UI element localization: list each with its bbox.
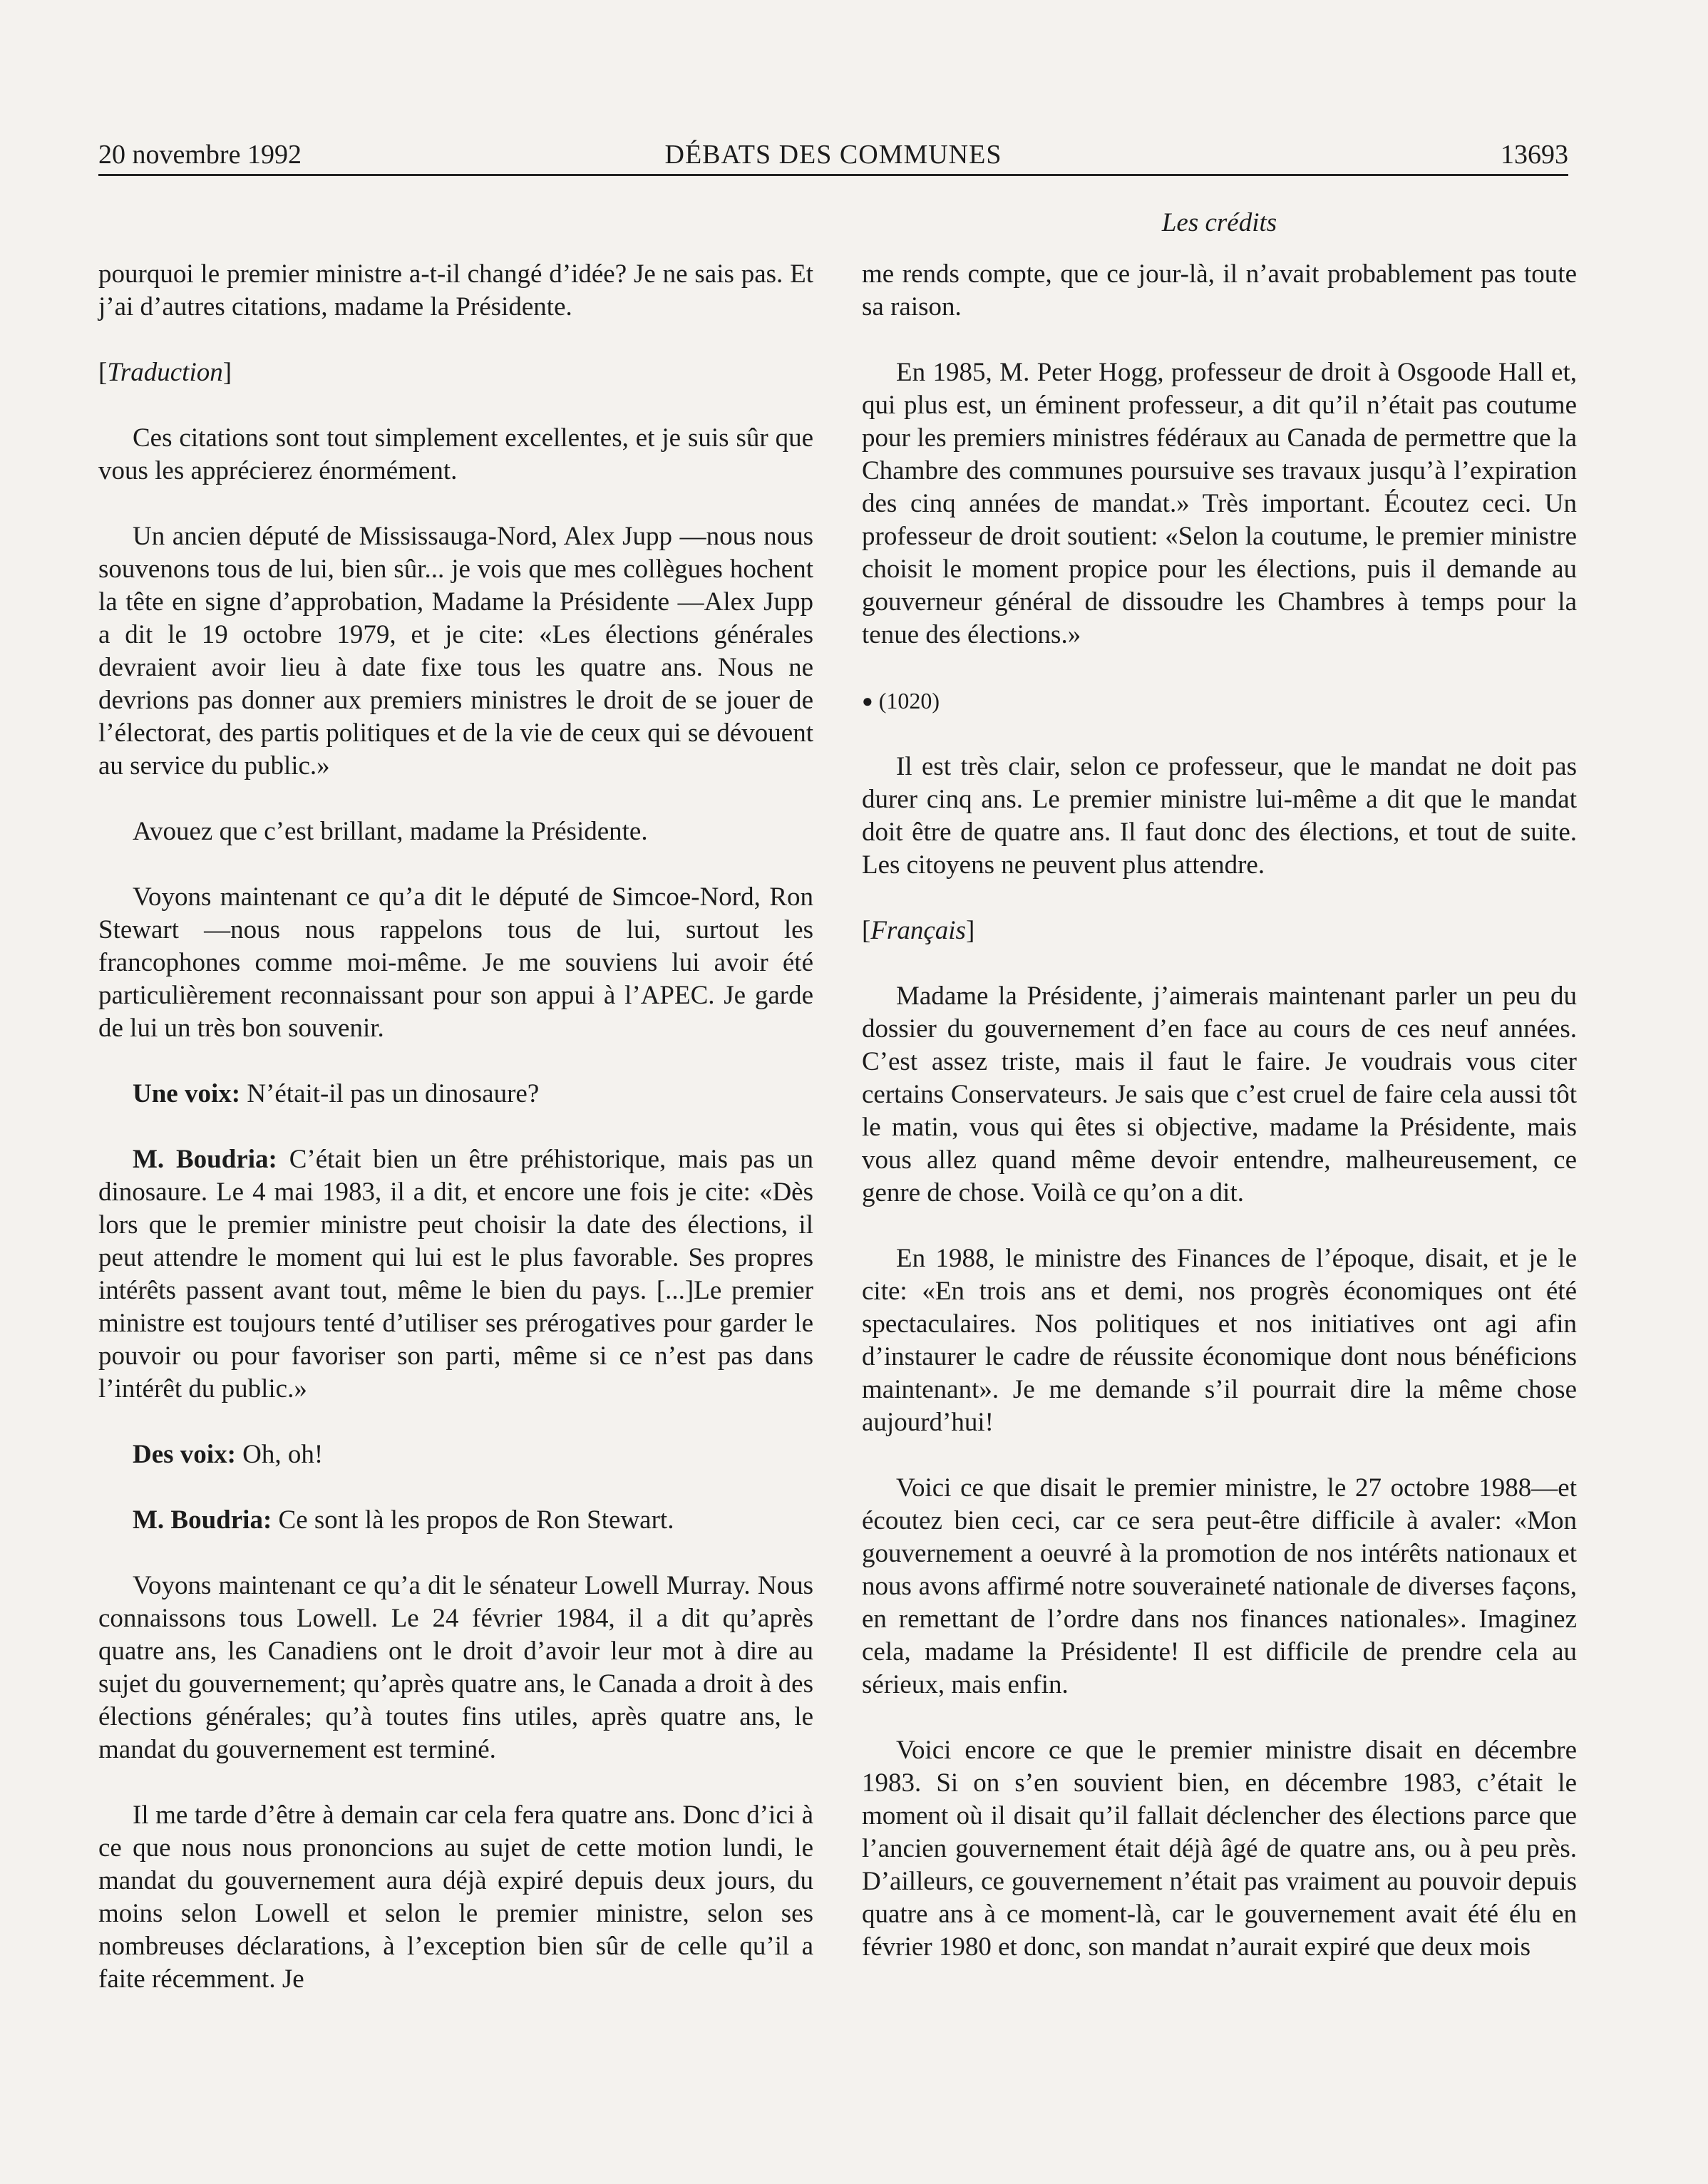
- language-tag-text: Français: [870, 916, 966, 945]
- speaker-name: M. Boudria:: [133, 1145, 277, 1174]
- paragraph: Voici ce que disait le premier ministre, le 27 octobre 1988—et écoutez bien ceci, car ce sera peut-être difficile à avaler: «Mon gouvernement a oeuvré à la promotion de nos intérêts nationaux et nous avons affirmé notre souveraineté nationale de diverses façons, en remettant de l’ordre dans nos finances nationales». Imaginez cela, madame la Présidente! Il est difficile de prendre cela au sérieux, mais enfin.: [862, 1473, 1577, 1699]
- paragraph: Ces citations sont tout simplement excellentes, et je suis sûr que vous les apprécierez énormément.: [98, 423, 813, 485]
- page-header: [98, 134, 1568, 176]
- paragraph: En 1988, le ministre des Finances de l’époque, disait, et je le cite: «En trois ans et demi, nos progrès économiques ont été spectaculaires. Nos politiques et nos initiatives ont agi afin d’instaurer le cadre de réussite économique dont nous bénéficions maintenant». Je me demande s’il pourrait dire la même chose aujourd’hui!: [862, 1244, 1577, 1437]
- paragraph: Voyons maintenant ce qu’a dit le sénateur Lowell Murray. Nous connaissons tous Lowell. Le 24 février 1984, il a dit qu’après quatre ans, les Canadiens ont le droit d’avoir leur mot à dire au sujet du gouvernement; qu’après quatre ans, le Canada a droit à des élections générales; qu’à toutes fins utiles, après quatre ans, le mandat du gouvernement est terminé.: [98, 1571, 813, 1764]
- language-tag: [Français]: [862, 916, 975, 945]
- speech: [98, 1438, 813, 1471]
- time-marker: [862, 684, 1577, 718]
- paragraph: Voyons maintenant ce qu’a dit le député de Simcoe-Nord, Ron Stewart —nous nous rappelons tous de lui, surtout les francophones comme moi-même. Je me souviens lui avoir été particulièrement reconnaissant pour son appui à l’APEC. Je garde de lui un très bon souvenir.: [98, 882, 813, 1043]
- speech: [98, 1143, 813, 1406]
- speech-text: Oh, oh!: [235, 1440, 324, 1469]
- header-date: 20 novembre 1992: [98, 140, 302, 170]
- paragraph: me rends compte, que ce jour-là, il n’avait probablement pas toute sa raison.: [862, 259, 1577, 321]
- paragraph: pourquoi le premier ministre a-t-il changé d’idée? Je ne sais pas. Et j’ai d’autres citations, madame la Présidente.: [98, 259, 813, 321]
- paragraph: Il est très clair, selon ce professeur, que le mandat ne doit pas durer cinq ans. Le premier ministre lui-même a dit que le mandat doit être de quatre ans. Il faut donc des élections, et tout de suite. Les citoyens ne peuvent plus attendre.: [862, 752, 1577, 880]
- time-marker-text: (1020): [878, 688, 940, 714]
- left-column: [98, 258, 813, 2029]
- right-column: [862, 258, 1577, 1997]
- paragraph: Avouez que c’est brillant, madame la Présidente.: [133, 817, 648, 846]
- paragraph: Il me tarde d’être à demain car cela fera quatre ans. Donc d’ici à ce que nous nous prononcions au sujet de cette motion lundi, le mandat du gouvernement aura déjà expiré depuis deux jours, du moins selon Lowell et selon le premier ministre, selon ses nombreuses déclarations, à l’exception bien sûr de celle qu’il a faite récemment. Je: [98, 1801, 813, 1994]
- paragraph: Un ancien député de Mississauga-Nord, Alex Jupp —nous nous souvenons tous de lui, bien sûr... je vois que mes collègues hochent la tête en signe d’approbation, Madame la Présidente —Alex Jupp a dit le 19 octobre 1979, et je cite: «Les élections générales devraient avoir lieu à date fixe tous les quatre ans. Nous ne devrions pas donner aux premiers ministres le droit de se jouer de l’électorat, des partis politiques et de la vie de ceux qui se dévouent au service du public.»: [98, 522, 813, 781]
- paragraph: Madame la Présidente, j’aimerais maintenant parler un peu du dossier du gouvernement d’en face au cours de ces neuf années. C’est assez triste, mais il faut le faire. Je voudrais vous citer certains Conservateurs. Je sais que c’est cruel de faire cela aussi tôt le matin, vous qui êtes si objective, madame la Présidente, mais vous allez quand même devoir entendre, malheureusement, ce genre de chose. Voilà ce qu’on a dit.: [862, 982, 1577, 1207]
- paragraph: Voici encore ce que le premier ministre disait en décembre 1983. Si on s’en souvient bien, en décembre 1983, c’était le moment où il disait qu’il fallait déclencher des élections parce que l’ancien gouvernement était déjà âgé de quatre ans, ou à peu près. D’ailleurs, ce gouvernement n’était pas vraiment au pouvoir depuis quatre ans à ce moment-là, car le gouvernement avait été élu en février 1980 et donc, son mandat n’aurait expiré que deux mois: [862, 1736, 1577, 1962]
- bullet-icon: ●: [862, 691, 873, 711]
- language-tag-text: Traduction: [107, 358, 223, 387]
- speaker-name: M. Boudria:: [133, 1505, 272, 1535]
- section-rubric: Les crédits: [1161, 208, 1277, 237]
- speech-text: Ce sont là les propos de Ron Stewart.: [272, 1505, 674, 1535]
- speech: [98, 1078, 813, 1111]
- speech-text: C’était bien un être préhistorique, mais pas un dinosaure. Le 4 mai 1983, il a dit, et encore une fois je cite: «Dès lors que le premier ministre peut choisir la date des élections, il peut attendre le moment qui lui est le plus favorable. Ses propres intérêts passent avant tout, même le bien du pays. [...]Le premier ministre est toujours tenté d’utiliser ses prérogatives pour garder le pouvoir ou pour favoriser son parti, même si ce n’est pas dans l’intérêt du public.»: [98, 1145, 813, 1403]
- paragraph: En 1985, M. Peter Hogg, professeur de droit à Osgoode Hall et, qui plus est, un éminent professeur, a dit qu’il n’était pas coutume pour les premiers ministres fédéraux au Canada de permettre que la Chambre des communes poursuive ses travaux jusqu’à l’expiration des cinq années de mandat.» Très important. Écoutez ceci. Un professeur de droit soutient: «Selon la coutume, le premier ministre choisit le moment propice pour les élections, puis il demande au gouverneur général de dissoudre les Chambres à temps pour la tenue des élections.»: [862, 358, 1577, 649]
- speaker-name: Une voix:: [133, 1079, 241, 1108]
- speech: [98, 1504, 813, 1537]
- speech-text: N’était-il pas un dinosaure?: [240, 1079, 540, 1108]
- header-title: DÉBATS DES COMMUNES: [664, 140, 1002, 170]
- header-page-number: 13693: [1501, 140, 1568, 170]
- language-tag: [Traduction]: [98, 358, 232, 387]
- speaker-name: Des voix:: [133, 1440, 236, 1469]
